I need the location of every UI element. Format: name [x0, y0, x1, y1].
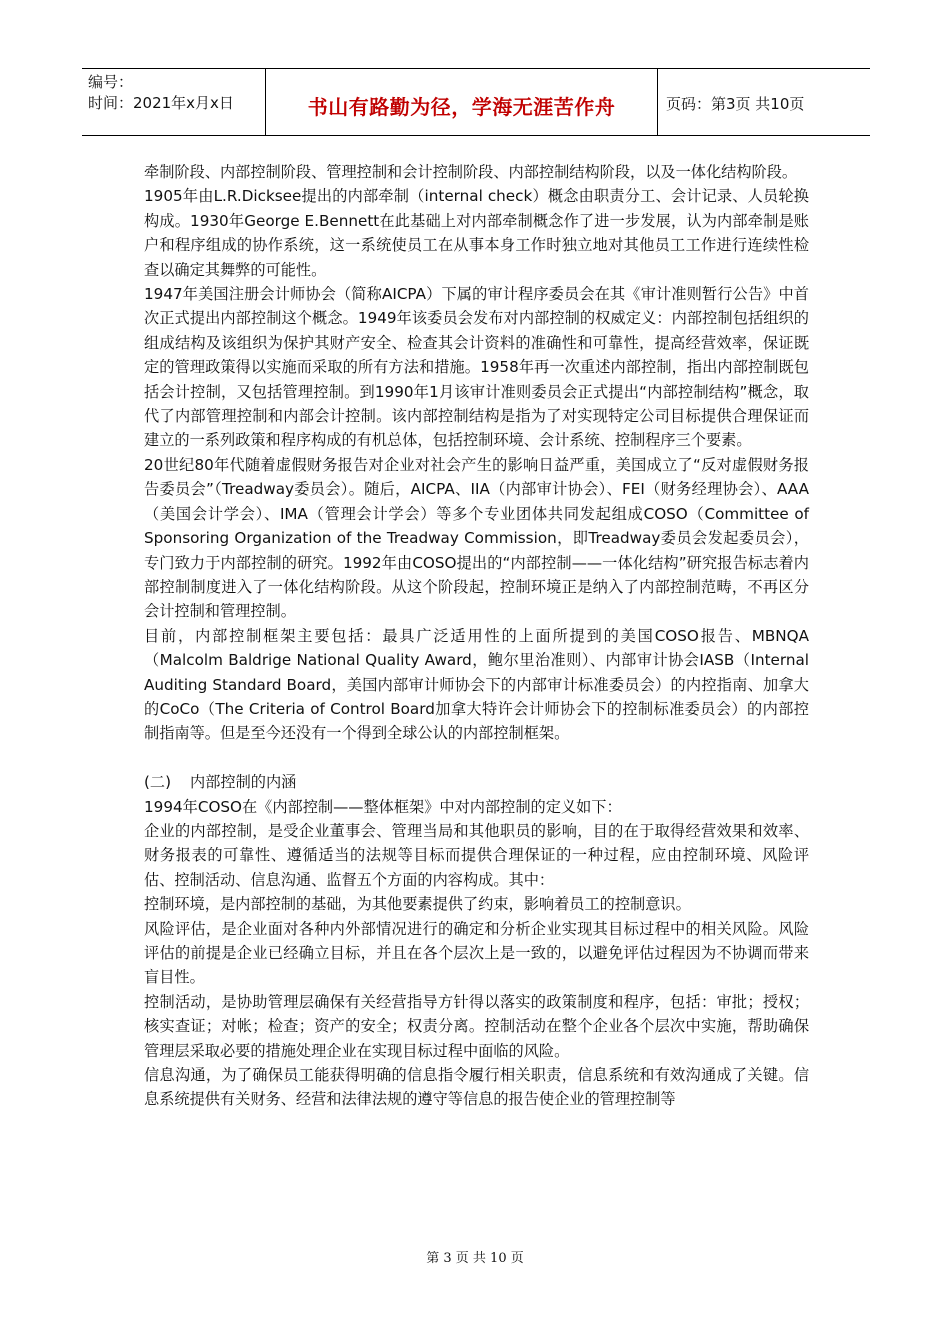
- paragraph: 企业的内部控制，是受企业董事会、管理当局和其他职员的影响，目的在于取得经营效果和效率、财务报表的可靠性、遵循适当的法规等目标而提供合理保证的一种过程，应由控制环境、风险评估、控制活动、信息沟通、监督五个方面的内容构成。其中：: [144, 821, 809, 889]
- header-page-info: [658, 69, 870, 135]
- motto-text: 书山有路勤为径，学海无涯苦作舟: [307, 94, 616, 119]
- paragraph: 控制活动，是协助管理层确保有关经营指导方针得以落实的政策制度和程序，包括：审批；授权；核实查证；对帐；检查；资产的安全；权责分离。控制活动在整个企业各个层次中实施，帮助确保管理层采取必要的措施处理企业在实现目标过程中面临的风险。: [144, 992, 809, 1060]
- paragraph: 1947年美国注册会计师协会（简称AICPA）下属的审计程序委员会在其《审计准则暂行公告》中首次正式提出内部控制这个概念。1949年该委员会发布对内部控制的权威定义：内部控制包括组织的组成结构及该组织为保护其财产安全、检查其会计资料的准确性和可靠性，提高经营效率，保证既定的管理政策得以实施而采取的所有方法和措施。1958年再一次重述内部控制，指出内部控制既包括会计控制，又包括管理控制。到1990年1月该审计准则委员会正式提出“内部控制结构”概念，取代了内部管理控制和内部会计控制。该内部控制结构是指为了对实现特定公司目标提供合理保证而建立的一系列政策和程序构成的有机总体，包括控制环境、会计系统、控制程序三个要素。: [144, 285, 809, 450]
- footer-page-number: 第 3 页 共 10 页: [426, 1251, 524, 1266]
- section-number: (二): [144, 773, 172, 792]
- paragraph: 20世纪80年代随着虚假财务报告对企业对社会产生的影响日益严重，美国成立了“反对虚假财务报告委员会”（Treadway委员会）。随后，AICPA、IIA（内部审计协会）、FEI（财务经理协会）、AAA（美国会计学会）、IMA（管理会计学会）等多个专业团体共同发起组成COSO（Committee of Sponsoring Organization of the Treadway Commission，即Treadway委员会发起委员会），专门致力于内部控制的研究。1992年由COSO提出的“内部控制——一体化结构”研究报告标志着内部控制制度进入了一体化结构阶段。从这个阶段起，控制环境正是纳入了内部控制范畴，不再区分会计控制和管理控制。: [144, 455, 809, 621]
- paragraph: 风险评估，是企业面对各种内外部情况进行的确定和分析企业实现其目标过程中的相关风险。风险评估的前提是企业已经确立目标，并且在各个层次上是一致的，以避免评估过程因为不协调而带来盲目性。: [144, 919, 809, 987]
- paragraph: 牵制阶段、内部控制阶段、管理控制和会计控制阶段、内部控制结构阶段，以及一体化结构阶段。: [144, 163, 798, 181]
- page-header: [82, 68, 870, 136]
- paragraph: 1905年由L.R.Dicksee提出的内部牵制（internal check）概念由职责分工、会计记录、人员轮换构成。1930年George E.Bennett在此基础上对内部牵制概念作了进一步发展，认为内部牵制是账户和程序组成的协作系统，这一系统使员工在从事本身工作时独立地对其他员工工作进行连续性检查以确定其舞弊的可能性。: [144, 187, 809, 279]
- page-info-text: 页码：第3页 共10页: [666, 95, 805, 113]
- blank-line: [144, 746, 809, 770]
- header-motto: [266, 69, 658, 135]
- paragraph: 控制环境，是内部控制的基础，为其他要素提供了约束，影响着员工的控制意识。: [144, 895, 691, 914]
- section-title: 内部控制的内涵: [190, 773, 297, 792]
- page-footer: [0, 1247, 950, 1266]
- header-meta: [82, 69, 266, 135]
- paragraph: 信息沟通，为了确保员工能获得明确的信息指令履行相关职责，信息系统和有效沟通成了关键。信息系统提供有关财务、经营和法律法规的遵守等信息的报告使企业的管理控制等: [144, 1066, 809, 1109]
- document-body: [144, 160, 809, 1112]
- paragraph: 1994年COSO在《内部控制——整体框架》中对内部控制的定义如下：: [144, 797, 622, 816]
- doc-time-label: 时间：2021年x月x日: [88, 94, 234, 112]
- doc-number-label: 编号：: [88, 73, 134, 91]
- section-heading: [144, 770, 809, 794]
- paragraph: 目前，内部控制框架主要包括：最具广泛适用性的上面所提到的美国COSO报告、MBNQA（Malcolm Baldrige National Quality Award，鲍尔里治准则）、内部审计协会IASB（Internal Auditing Standard Board，美国内部审计师协会下的内部审计标准委员会）的内控指南、加拿大的CoCo（The Criteria of Control Board加拿大特许会计师协会下的控制标准委员会）的内部控制指南等。但是至今还没有一个得到全球公认的内部控制框架。: [144, 626, 809, 743]
